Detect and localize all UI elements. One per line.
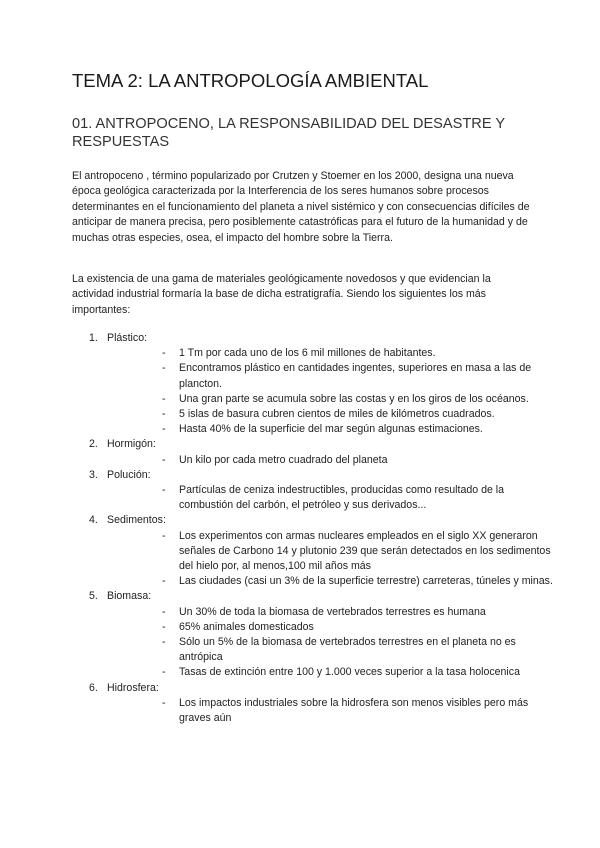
category-name: Biomasa: (107, 590, 152, 603)
dash-bullet: - (162, 636, 166, 649)
list-item (107, 392, 554, 407)
category-number: 6. (89, 681, 98, 694)
category-items (107, 605, 542, 681)
category-items (107, 696, 542, 726)
dash-bullet: - (162, 392, 166, 405)
dash-bullet: - (162, 696, 166, 709)
dash-bullet: - (162, 666, 166, 679)
document-title: TEMA 2: LA ANTROPOLOGÍA AMBIENTAL (72, 70, 429, 91)
dash-bullet: - (162, 575, 166, 588)
list-item-text: 65% animales domesticados (179, 620, 314, 633)
list-item (107, 620, 554, 635)
category-items (107, 483, 542, 513)
list-item (107, 361, 554, 391)
dash-bullet: - (162, 529, 166, 542)
list-item (107, 665, 554, 680)
category-items (107, 529, 553, 590)
material-category (72, 513, 553, 589)
list-item (107, 635, 554, 665)
category-number: 5. (89, 590, 98, 603)
category-name: Hidrosfera: (107, 681, 159, 694)
list-item-text: Los experimentos con armas nucleares empleados en el siglo XX generaron señales de Carbono 14 y plutonio 239 que serán detectados en los sedimentos del hielo por, al menos,100 mil años más (179, 529, 551, 573)
dash-bullet: - (162, 362, 166, 375)
list-item-text: Una gran parte se acumula sobre las costas y en los giros de los océanos. (179, 392, 529, 405)
list-item-text: Sólo un 5% de la biomasa de vertebrados terrestres en el planeta no es antrópica (179, 636, 516, 664)
list-item-text: Las ciudades (casi un 3% de la superficie terrestre) carreteras, túneles y minas. (179, 575, 553, 588)
list-item-text: Encontramos plástico en cantidades ingentes, superiores en masa a las de plancton. (179, 362, 532, 390)
category-name: Polución: (107, 468, 151, 481)
list-item (107, 574, 554, 589)
list-item-text: 5 islas de basura cubren cientos de miles de kilómetros cuadrados. (179, 408, 495, 421)
dash-bullet: - (162, 408, 166, 421)
list-item-text: 1 Tm por cada uno de los 6 mil millones de habitantes. (179, 347, 436, 360)
materials-list (72, 331, 553, 726)
category-number: 3. (89, 468, 98, 481)
section-heading: 01. ANTROPOCENO, LA RESPONSABILIDAD DEL DESASTRE Y RESPUESTAS (72, 116, 505, 150)
list-item (107, 696, 554, 726)
category-number: 4. (89, 514, 98, 527)
category-number: 1. (89, 332, 98, 344)
material-category (72, 331, 542, 437)
dash-bullet: - (162, 605, 166, 618)
dash-bullet: - (162, 484, 166, 497)
list-item (107, 407, 554, 422)
list-item (107, 529, 554, 575)
list-item-text: Un kilo por cada metro cuadrado del planeta (179, 453, 388, 466)
list-item-text: Los impactos industriales sobre la hidrosfera son menos visibles pero más graves aún (179, 696, 529, 725)
material-category (72, 468, 542, 514)
category-items (107, 346, 542, 437)
dash-bullet: - (162, 347, 166, 360)
dash-bullet: - (162, 453, 166, 466)
list-item (107, 605, 554, 620)
list-item-text: Hasta 40% de la superficie del mar según algunas estimaciones. (179, 423, 483, 436)
category-name: Sedimentos: (107, 514, 166, 527)
list-item-text: Partículas de ceniza indestructibles, producidas como resultado de la combustión del carbón, el petróleo y sus derivados... (179, 484, 505, 512)
material-category (72, 437, 542, 467)
list-item-text: Tasas de extinción entre 100 y 1.000 veces superior a la tasa holocenica (179, 666, 520, 679)
dash-bullet: - (162, 620, 166, 633)
list-item (107, 346, 554, 361)
category-name: Hormigón: (107, 438, 156, 451)
material-category (72, 589, 542, 680)
category-items (107, 453, 542, 468)
materials-intro-paragraph: La existencia de una gama de materiales geológicamente novedosos y que evidencian la actividad industrial formaría la base de dicha estratigrafía. Siendo los siguientes los más importantes: (72, 273, 491, 316)
list-item (107, 483, 554, 513)
list-item (107, 453, 554, 468)
category-name: Plástico: (107, 332, 148, 344)
category-number: 2. (89, 438, 98, 451)
material-category (72, 681, 542, 727)
intro-paragraph: El antropoceno , término popularizado por Crutzen y Stoemer en los 2000, designa una nueva época geológica caracterizada por la Interferencia de los seres humanos sobre procesos determinantes en el funcionamiento del planeta a nivel sistémico y con consecuencias difíciles de anticipar de manera precisa, pero posiblemente catastróficas para el futuro de la humanidad y de muchas otras especies, osea, el impacto del hombre sobre la Tierra. (72, 170, 530, 244)
list-item (107, 422, 554, 437)
dash-bullet: - (162, 423, 166, 436)
list-item-text: Un 30% de toda la biomasa de vertebrados terrestres es humana (179, 605, 486, 618)
